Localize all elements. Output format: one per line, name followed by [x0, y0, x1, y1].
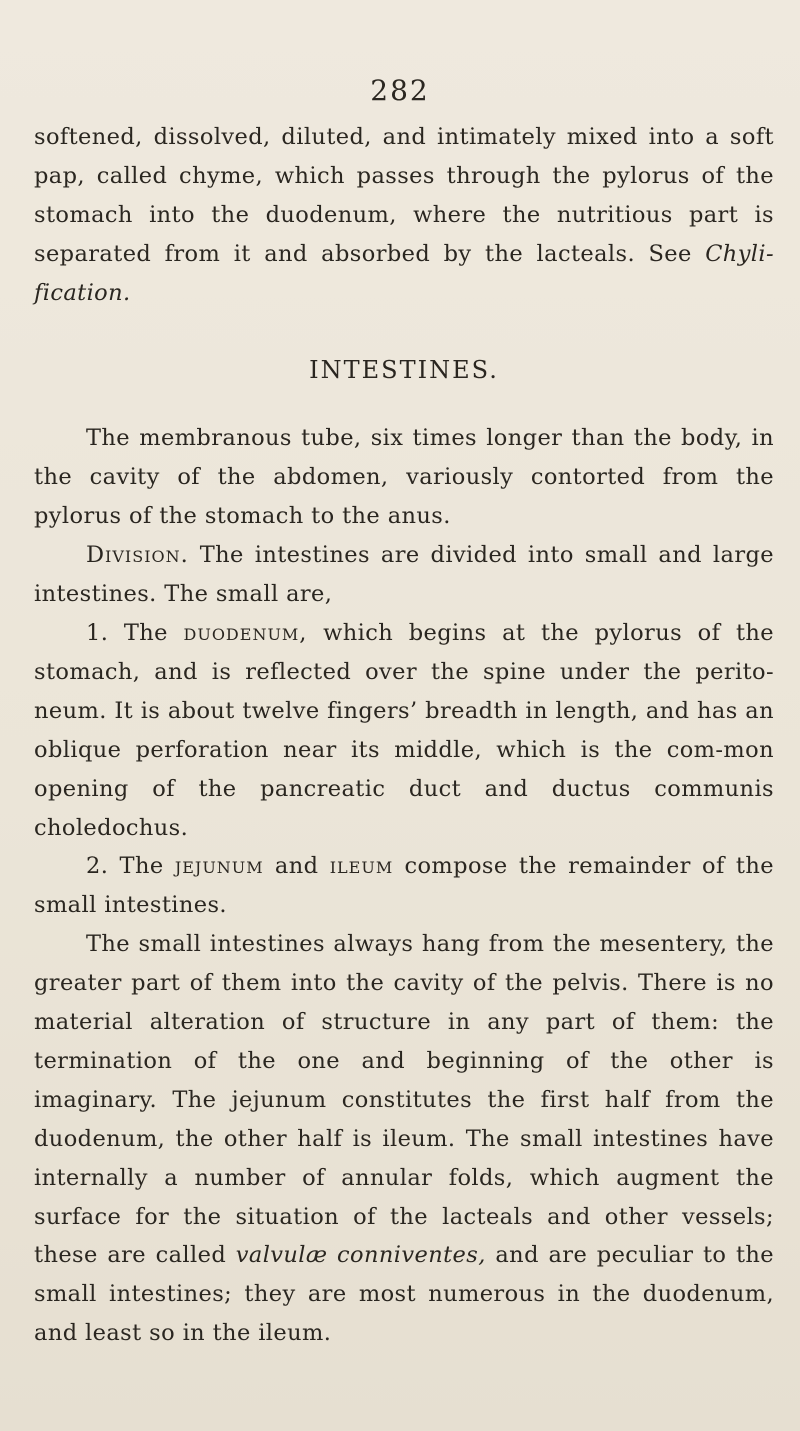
section-heading: INTESTINES.	[309, 355, 499, 384]
closing-text-2: and are peculiar to the small intestines; they are most numerous in the duodenum, and least so in the ileum.	[34, 1242, 775, 1347]
term-ileum: ileum	[329, 853, 394, 880]
item-1-number: 1. The	[86, 619, 184, 646]
item-2-text: compose the remainder of the small intestines.	[34, 853, 774, 919]
division-label: Division.	[86, 542, 189, 569]
term-jejunum: jejunum	[174, 853, 264, 880]
item-1-text: which begins at the pylorus of the stomach, and is reflected over the spine under the perito-neum. It is about twelve fingers’ breadth in length, and has an oblique perforation near its middle, which is the com-mon opening of the pancreatic duct and ductus communis choledochus.	[34, 619, 774, 841]
item-2-number: 2. The	[86, 853, 175, 880]
closing-text-1: The small intestines always hang from the mesentery, the greater part of them into the cavity of the pelvis. There is no material alteration of structure in any part of them: the termination of the one and beginning of the other is imaginary. The jejunum constitutes the first half from the duodenum, the other half is ileum. The small intestines have internally a number of annular folds, which augment the surface for the situation of the lacteals and other vessels; these are called	[34, 931, 774, 1269]
body-text	[34, 118, 774, 1353]
definition-paragraph: The membranous tube, six times longer than the body, in the cavity of the abdomen, variously contorted from the pylorus of the stomach to the anus.	[34, 425, 774, 530]
intro-paragraph	[34, 118, 774, 313]
item-duodenum	[34, 614, 774, 847]
term-duodenum: duodenum,	[183, 619, 308, 646]
item-2-mid: and	[263, 853, 330, 880]
closing-paragraph	[34, 925, 774, 1353]
see-reference: Chyli-fication.	[34, 240, 774, 306]
item-jejunum-ileum	[34, 847, 774, 925]
page-number: 282	[370, 74, 430, 107]
intro-text: softened, dissolved, diluted, and intimately mixed into a soft pap, called chyme, which passes through the pylorus of the stomach into the duodenum, where the nutritious part is separated from it and absorbed by the lacteals. See	[34, 124, 774, 267]
division-paragraph	[34, 536, 774, 614]
division-text: The intestines are divided into small and large intestines. The small are,	[34, 542, 774, 608]
term-valvulae: valvulæ conniventes,	[235, 1242, 486, 1269]
